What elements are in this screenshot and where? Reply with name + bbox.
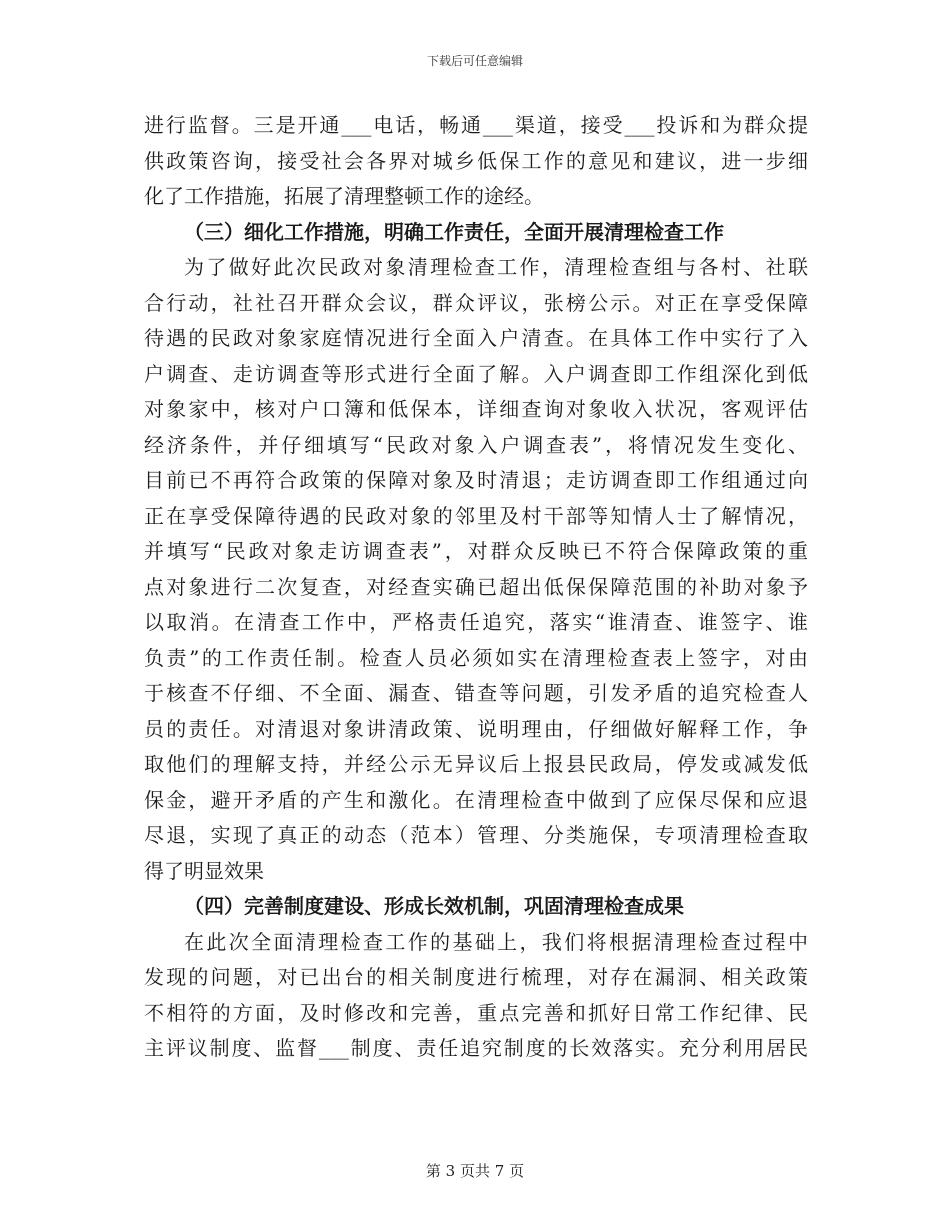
text-line: 不相符的方面，及时修改和完善，重点完善和抓好日常工作纪律、民: [144, 1000, 808, 1025]
paragraph-1: [144, 108, 808, 215]
text-line: 于核查不仔细、不全面、漏查、错查等问题，引发矛盾的追究检查人: [144, 681, 808, 705]
page-number: 第 3 页共 7 页: [425, 1162, 525, 1180]
text-line: 合行动，社社召开群众会议，群众评议，张榜公示。对正在享受保障: [144, 290, 808, 315]
section-heading-4: （四）完善制度建设、形成长效机制，巩固清理检查成果: [184, 894, 684, 918]
text-line: 经济条件，并仔细填写“民政对象入户调查表”，将情况发生变化、: [144, 432, 808, 457]
text-line: 并填写“民政对象走访调查表”，对群众反映已不符合保障政策的重: [144, 539, 808, 563]
text-line: 主评议制度、监督___制度、责任追究制度的长效落实。充分利用居民: [144, 1036, 808, 1060]
text-line: 得了明显效果: [144, 858, 264, 883]
text-line: 保金，避开矛盾的产生和激化。在清理检查中做到了应保尽保和应退: [144, 787, 808, 812]
page-header: 下载后可任意编辑: [426, 54, 523, 68]
text-line: 以取消。在清查工作中，严格责任追究，落实“谁清查、谁签字、谁: [144, 610, 808, 634]
text-line: 尽退，实现了真正的动态（范本）管理、分类施保，专项清理检查取: [144, 823, 808, 847]
text-line: 目前已不再符合政策的保障对象及时清退；走访调查即工作组通过向: [144, 468, 808, 492]
text-line: 负责”的工作责任制。检查人员必须如实在清理检查表上签字，对由: [144, 645, 808, 670]
text-line: 户调查、走访调查等形式进行全面了解。入户调查即工作组深化到低: [144, 361, 808, 386]
document-body: [144, 108, 808, 1067]
text-line: 对象家中，核对户口簿和低保本，详细查询对象收入状况，客观评估: [144, 397, 808, 421]
text-line: 化了工作措施，拓展了清理整顿工作的途经。: [144, 184, 544, 208]
text-line: 发现的问题，对已出台的相关制度进行梳理，对存在漏洞、相关政策: [144, 965, 808, 989]
text-line: 供政策咨询，接受社会各界对城乡低保工作的意见和建议，进一步细: [144, 148, 808, 173]
text-line: 点对象进行二次复查，对经查实确已超出低保保障范围的补助对象予: [144, 574, 808, 599]
text-line: 进行监督。三是开通___电话，畅通___渠道，接受___投诉和为群众提: [144, 113, 808, 137]
text-line: 为了做好此次民政对象清理检查工作，清理检查组与各村、社联: [184, 255, 808, 279]
paragraph-3: [144, 925, 808, 1067]
text-line: 员的责任。对清退对象讲清政策、说明理由，仔细做好解释工作，争: [144, 716, 808, 741]
text-line: 正在享受保障待遇的民政对象的邻里及村干部等知情人士了解情况，: [144, 503, 808, 528]
text-line: 在此次全面清理检查工作的基础上，我们将根据清理检查过程中: [184, 929, 808, 954]
text-line: 取他们的理解支持，并经公示无异议后上报县民政局，停发或减发低: [144, 752, 808, 776]
section-heading-3: （三）细化工作措施，明确工作责任，全面开展清理检查工作: [184, 219, 724, 244]
paragraph-2: [144, 250, 808, 889]
text-line: 待遇的民政对象家庭情况进行全面入户清查。在具体工作中实行了入: [144, 326, 808, 350]
